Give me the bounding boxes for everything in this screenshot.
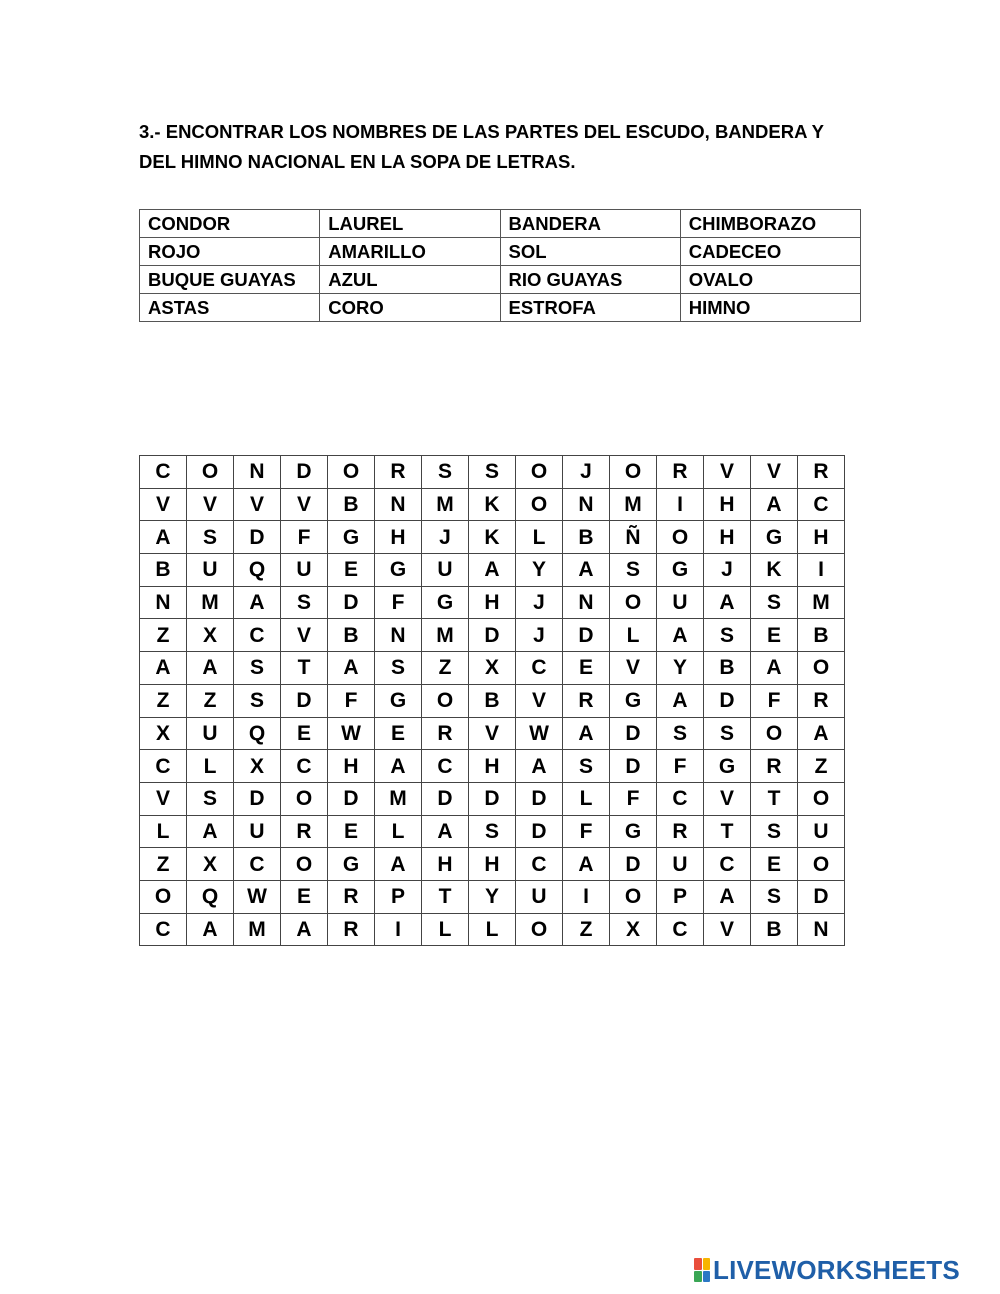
grid-letter-cell[interactable]: A bbox=[704, 586, 751, 619]
word-list-cell: CADECEO bbox=[680, 238, 860, 266]
grid-letter-cell[interactable]: F bbox=[281, 521, 328, 554]
grid-letter-cell[interactable]: T bbox=[751, 782, 798, 815]
grid-letter-cell[interactable]: R bbox=[798, 456, 845, 489]
grid-letter-cell[interactable]: J bbox=[422, 521, 469, 554]
grid-letter-cell[interactable]: H bbox=[469, 586, 516, 619]
grid-letter-cell[interactable]: C bbox=[140, 456, 187, 489]
grid-letter-cell[interactable]: D bbox=[234, 521, 281, 554]
grid-letter-cell[interactable]: F bbox=[328, 684, 375, 717]
grid-letter-cell[interactable]: O bbox=[281, 848, 328, 881]
grid-letter-cell[interactable]: P bbox=[375, 880, 422, 913]
grid-letter-cell[interactable]: T bbox=[422, 880, 469, 913]
grid-row bbox=[140, 815, 845, 848]
grid-letter-cell[interactable]: A bbox=[140, 652, 187, 685]
grid-letter-cell[interactable]: M bbox=[375, 782, 422, 815]
grid-letter-cell[interactable]: Z bbox=[187, 684, 234, 717]
word-list-cell: CONDOR bbox=[140, 210, 320, 238]
grid-letter-cell[interactable]: X bbox=[469, 652, 516, 685]
instruction-line-1: 3.- ENCONTRAR LOS NOMBRES DE LAS PARTES DEL ESCUDO, BANDERA Y bbox=[139, 121, 824, 142]
instruction-text bbox=[139, 117, 859, 177]
grid-letter-cell[interactable]: V bbox=[704, 456, 751, 489]
grid-letter-cell[interactable]: N bbox=[798, 913, 845, 946]
grid-letter-cell[interactable]: D bbox=[328, 782, 375, 815]
grid-letter-cell[interactable]: V bbox=[281, 619, 328, 652]
grid-letter-cell[interactable]: X bbox=[234, 750, 281, 783]
grid-letter-cell[interactable]: D bbox=[516, 782, 563, 815]
grid-letter-cell[interactable]: R bbox=[422, 717, 469, 750]
grid-letter-cell[interactable]: K bbox=[751, 554, 798, 587]
grid-letter-cell[interactable]: O bbox=[281, 782, 328, 815]
grid-letter-cell[interactable]: B bbox=[328, 488, 375, 521]
grid-letter-cell[interactable]: S bbox=[610, 554, 657, 587]
grid-letter-cell[interactable]: R bbox=[563, 684, 610, 717]
grid-letter-cell[interactable]: V bbox=[516, 684, 563, 717]
grid-letter-cell[interactable]: H bbox=[469, 750, 516, 783]
grid-letter-cell[interactable]: D bbox=[798, 880, 845, 913]
grid-letter-cell[interactable]: C bbox=[422, 750, 469, 783]
grid-letter-cell[interactable]: S bbox=[187, 782, 234, 815]
grid-letter-cell[interactable]: S bbox=[751, 880, 798, 913]
grid-letter-cell[interactable]: V bbox=[704, 913, 751, 946]
grid-letter-cell[interactable]: Ñ bbox=[610, 521, 657, 554]
grid-letter-cell[interactable]: W bbox=[328, 717, 375, 750]
grid-letter-cell[interactable]: O bbox=[187, 456, 234, 489]
grid-letter-cell[interactable]: L bbox=[187, 750, 234, 783]
grid-letter-cell[interactable]: U bbox=[657, 848, 704, 881]
word-list-cell: SOL bbox=[500, 238, 680, 266]
grid-letter-cell[interactable]: A bbox=[798, 717, 845, 750]
grid-letter-cell[interactable]: L bbox=[563, 782, 610, 815]
word-list-cell: BANDERA bbox=[500, 210, 680, 238]
grid-letter-cell[interactable]: O bbox=[140, 880, 187, 913]
grid-letter-cell[interactable]: K bbox=[469, 488, 516, 521]
grid-letter-cell[interactable]: S bbox=[657, 717, 704, 750]
word-list-cell: ESTROFA bbox=[500, 294, 680, 322]
grid-letter-cell[interactable]: U bbox=[516, 880, 563, 913]
grid-row bbox=[140, 652, 845, 685]
grid-letter-cell[interactable]: O bbox=[516, 913, 563, 946]
grid-letter-cell[interactable]: D bbox=[469, 619, 516, 652]
grid-letter-cell[interactable]: S bbox=[469, 815, 516, 848]
grid-letter-cell[interactable]: B bbox=[469, 684, 516, 717]
grid-letter-cell[interactable]: O bbox=[798, 782, 845, 815]
grid-letter-cell[interactable]: F bbox=[610, 782, 657, 815]
grid-letter-cell[interactable]: C bbox=[657, 913, 704, 946]
grid-letter-cell[interactable]: Z bbox=[798, 750, 845, 783]
grid-letter-cell[interactable]: N bbox=[375, 619, 422, 652]
grid-letter-cell[interactable]: U bbox=[187, 717, 234, 750]
grid-letter-cell[interactable]: S bbox=[375, 652, 422, 685]
grid-letter-cell[interactable]: C bbox=[140, 750, 187, 783]
grid-letter-cell[interactable]: V bbox=[704, 782, 751, 815]
grid-letter-cell[interactable]: A bbox=[328, 652, 375, 685]
grid-letter-cell[interactable]: P bbox=[657, 880, 704, 913]
grid-letter-cell[interactable]: C bbox=[657, 782, 704, 815]
grid-letter-cell[interactable]: D bbox=[328, 586, 375, 619]
grid-letter-cell[interactable]: A bbox=[563, 554, 610, 587]
grid-letter-cell[interactable]: G bbox=[375, 684, 422, 717]
grid-letter-cell[interactable]: R bbox=[751, 750, 798, 783]
word-list-row bbox=[140, 294, 861, 322]
grid-letter-cell[interactable]: L bbox=[422, 913, 469, 946]
grid-letter-cell[interactable]: D bbox=[610, 848, 657, 881]
grid-letter-cell[interactable]: A bbox=[187, 815, 234, 848]
grid-letter-cell[interactable]: W bbox=[516, 717, 563, 750]
grid-letter-cell[interactable]: N bbox=[375, 488, 422, 521]
word-list-cell: ASTAS bbox=[140, 294, 320, 322]
instruction-line-2: DEL HIMNO NACIONAL EN LA SOPA DE LETRAS. bbox=[139, 151, 576, 172]
grid-letter-cell[interactable]: H bbox=[375, 521, 422, 554]
grid-letter-cell[interactable]: S bbox=[187, 521, 234, 554]
grid-letter-cell[interactable]: A bbox=[563, 717, 610, 750]
word-list-cell: BUQUE GUAYAS bbox=[140, 266, 320, 294]
grid-letter-cell[interactable]: D bbox=[469, 782, 516, 815]
grid-letter-cell[interactable]: S bbox=[704, 619, 751, 652]
grid-letter-cell[interactable]: G bbox=[610, 815, 657, 848]
grid-letter-cell[interactable]: A bbox=[563, 848, 610, 881]
grid-letter-cell[interactable]: Y bbox=[516, 554, 563, 587]
grid-letter-cell[interactable]: D bbox=[422, 782, 469, 815]
grid-letter-cell[interactable]: D bbox=[610, 717, 657, 750]
word-list-row bbox=[140, 238, 861, 266]
grid-letter-cell[interactable]: J bbox=[516, 586, 563, 619]
grid-letter-cell[interactable]: V bbox=[610, 652, 657, 685]
grid-letter-cell[interactable]: U bbox=[281, 554, 328, 587]
grid-letter-cell[interactable]: V bbox=[281, 488, 328, 521]
grid-letter-cell[interactable]: D bbox=[281, 684, 328, 717]
grid-letter-cell[interactable]: A bbox=[234, 586, 281, 619]
grid-row bbox=[140, 750, 845, 783]
grid-letter-cell[interactable]: U bbox=[234, 815, 281, 848]
grid-letter-cell[interactable]: R bbox=[798, 684, 845, 717]
grid-letter-cell[interactable]: A bbox=[375, 848, 422, 881]
grid-letter-cell[interactable]: V bbox=[234, 488, 281, 521]
grid-row bbox=[140, 488, 845, 521]
grid-row bbox=[140, 782, 845, 815]
grid-letter-cell[interactable]: Q bbox=[234, 554, 281, 587]
grid-letter-cell[interactable]: B bbox=[704, 652, 751, 685]
grid-letter-cell[interactable]: T bbox=[704, 815, 751, 848]
grid-letter-cell[interactable]: O bbox=[422, 684, 469, 717]
grid-letter-cell[interactable]: S bbox=[469, 456, 516, 489]
grid-letter-cell[interactable]: N bbox=[563, 586, 610, 619]
grid-letter-cell[interactable]: N bbox=[140, 586, 187, 619]
grid-letter-cell[interactable]: O bbox=[798, 848, 845, 881]
grid-letter-cell[interactable]: L bbox=[469, 913, 516, 946]
grid-letter-cell[interactable]: D bbox=[704, 684, 751, 717]
grid-letter-cell[interactable]: M bbox=[422, 619, 469, 652]
grid-letter-cell[interactable]: E bbox=[328, 554, 375, 587]
liveworksheets-logo-icon bbox=[694, 1258, 710, 1282]
grid-letter-cell[interactable]: I bbox=[798, 554, 845, 587]
brand-text: LIVEWORKSHEETS bbox=[713, 1255, 960, 1285]
grid-letter-cell[interactable]: S bbox=[751, 586, 798, 619]
grid-letter-cell[interactable]: D bbox=[281, 456, 328, 489]
grid-letter-cell[interactable]: E bbox=[751, 848, 798, 881]
grid-letter-cell[interactable]: O bbox=[751, 717, 798, 750]
grid-letter-cell[interactable]: Z bbox=[140, 684, 187, 717]
grid-letter-cell[interactable]: V bbox=[140, 782, 187, 815]
grid-letter-cell[interactable]: A bbox=[751, 488, 798, 521]
grid-letter-cell[interactable]: A bbox=[281, 913, 328, 946]
grid-letter-cell[interactable]: J bbox=[563, 456, 610, 489]
grid-letter-cell[interactable]: I bbox=[563, 880, 610, 913]
grid-letter-cell[interactable]: S bbox=[234, 684, 281, 717]
grid-letter-cell[interactable]: A bbox=[187, 652, 234, 685]
grid-letter-cell[interactable]: Y bbox=[469, 880, 516, 913]
grid-letter-cell[interactable]: U bbox=[187, 554, 234, 587]
grid-row bbox=[140, 521, 845, 554]
grid-letter-cell[interactable]: A bbox=[469, 554, 516, 587]
grid-letter-cell[interactable]: V bbox=[187, 488, 234, 521]
grid-letter-cell[interactable]: M bbox=[610, 488, 657, 521]
grid-letter-cell[interactable]: U bbox=[657, 586, 704, 619]
grid-row bbox=[140, 586, 845, 619]
grid-row bbox=[140, 717, 845, 750]
grid-letter-cell[interactable]: H bbox=[469, 848, 516, 881]
grid-letter-cell[interactable]: G bbox=[751, 521, 798, 554]
grid-letter-cell[interactable]: A bbox=[657, 619, 704, 652]
grid-row bbox=[140, 554, 845, 587]
grid-letter-cell[interactable]: S bbox=[422, 456, 469, 489]
grid-letter-cell[interactable]: C bbox=[704, 848, 751, 881]
grid-letter-cell[interactable]: E bbox=[281, 880, 328, 913]
grid-letter-cell[interactable]: B bbox=[798, 619, 845, 652]
grid-letter-cell[interactable]: E bbox=[281, 717, 328, 750]
grid-letter-cell[interactable]: G bbox=[375, 554, 422, 587]
grid-letter-cell[interactable]: O bbox=[610, 456, 657, 489]
grid-letter-cell[interactable]: A bbox=[375, 750, 422, 783]
grid-letter-cell[interactable]: A bbox=[140, 521, 187, 554]
grid-letter-cell[interactable]: H bbox=[704, 521, 751, 554]
liveworksheets-logo bbox=[694, 1256, 960, 1284]
grid-letter-cell[interactable]: S bbox=[704, 717, 751, 750]
grid-letter-cell[interactable]: D bbox=[516, 815, 563, 848]
grid-letter-cell[interactable]: L bbox=[516, 521, 563, 554]
grid-letter-cell[interactable]: X bbox=[187, 848, 234, 881]
grid-letter-cell[interactable]: B bbox=[563, 521, 610, 554]
grid-letter-cell[interactable]: F bbox=[751, 684, 798, 717]
word-list-cell: OVALO bbox=[680, 266, 860, 294]
word-list-cell: CORO bbox=[320, 294, 500, 322]
grid-letter-cell[interactable]: C bbox=[516, 652, 563, 685]
grid-letter-cell[interactable]: E bbox=[375, 717, 422, 750]
grid-letter-cell[interactable]: A bbox=[657, 684, 704, 717]
grid-letter-cell[interactable]: G bbox=[422, 586, 469, 619]
word-list-cell: AZUL bbox=[320, 266, 500, 294]
grid-letter-cell[interactable]: O bbox=[516, 488, 563, 521]
grid-letter-cell[interactable]: M bbox=[234, 913, 281, 946]
grid-letter-cell[interactable]: C bbox=[140, 913, 187, 946]
grid-letter-cell[interactable]: Z bbox=[140, 619, 187, 652]
grid-letter-cell[interactable]: O bbox=[610, 880, 657, 913]
word-list-cell: RIO GUAYAS bbox=[500, 266, 680, 294]
grid-letter-cell[interactable]: L bbox=[140, 815, 187, 848]
grid-letter-cell[interactable]: B bbox=[140, 554, 187, 587]
grid-letter-cell[interactable]: H bbox=[704, 488, 751, 521]
grid-letter-cell[interactable]: O bbox=[516, 456, 563, 489]
grid-letter-cell[interactable]: S bbox=[234, 652, 281, 685]
grid-letter-cell[interactable]: M bbox=[187, 586, 234, 619]
grid-letter-cell[interactable]: E bbox=[328, 815, 375, 848]
grid-letter-cell[interactable]: S bbox=[751, 815, 798, 848]
grid-letter-cell[interactable]: J bbox=[704, 554, 751, 587]
grid-letter-cell[interactable]: G bbox=[610, 684, 657, 717]
grid-letter-cell[interactable]: V bbox=[140, 488, 187, 521]
grid-letter-cell[interactable]: Q bbox=[187, 880, 234, 913]
grid-letter-cell[interactable]: S bbox=[563, 750, 610, 783]
grid-letter-cell[interactable]: L bbox=[375, 815, 422, 848]
grid-letter-cell[interactable]: C bbox=[281, 750, 328, 783]
grid-row bbox=[140, 684, 845, 717]
grid-letter-cell[interactable]: Z bbox=[563, 913, 610, 946]
grid-letter-cell[interactable]: R bbox=[657, 815, 704, 848]
grid-letter-cell[interactable]: N bbox=[563, 488, 610, 521]
grid-letter-cell[interactable]: R bbox=[328, 913, 375, 946]
grid-letter-cell[interactable]: O bbox=[610, 586, 657, 619]
grid-row bbox=[140, 848, 845, 881]
grid-letter-cell[interactable]: Z bbox=[422, 652, 469, 685]
grid-letter-cell[interactable]: X bbox=[140, 717, 187, 750]
grid-letter-cell[interactable]: I bbox=[657, 488, 704, 521]
grid-letter-cell[interactable]: V bbox=[469, 717, 516, 750]
grid-letter-cell[interactable]: Y bbox=[657, 652, 704, 685]
grid-letter-cell[interactable]: H bbox=[798, 521, 845, 554]
grid-letter-cell[interactable]: G bbox=[328, 521, 375, 554]
word-list-cell: CHIMBORAZO bbox=[680, 210, 860, 238]
grid-letter-cell[interactable]: O bbox=[657, 521, 704, 554]
grid-letter-cell[interactable]: U bbox=[798, 815, 845, 848]
word-search-grid bbox=[139, 455, 845, 946]
grid-letter-cell[interactable]: D bbox=[234, 782, 281, 815]
grid-letter-cell[interactable]: G bbox=[657, 554, 704, 587]
grid-letter-cell[interactable]: I bbox=[375, 913, 422, 946]
grid-letter-cell[interactable]: O bbox=[798, 652, 845, 685]
grid-letter-cell[interactable]: A bbox=[704, 880, 751, 913]
grid-letter-cell[interactable]: A bbox=[422, 815, 469, 848]
grid-letter-cell[interactable]: G bbox=[704, 750, 751, 783]
word-list-row bbox=[140, 210, 861, 238]
grid-letter-cell[interactable]: X bbox=[610, 913, 657, 946]
grid-letter-cell[interactable]: M bbox=[798, 586, 845, 619]
grid-letter-cell[interactable]: R bbox=[328, 880, 375, 913]
grid-letter-cell[interactable]: L bbox=[610, 619, 657, 652]
grid-letter-cell[interactable]: D bbox=[563, 619, 610, 652]
grid-letter-cell[interactable]: F bbox=[657, 750, 704, 783]
grid-letter-cell[interactable]: R bbox=[375, 456, 422, 489]
grid-letter-cell[interactable]: D bbox=[610, 750, 657, 783]
grid-letter-cell[interactable]: C bbox=[234, 619, 281, 652]
grid-letter-cell[interactable]: C bbox=[234, 848, 281, 881]
grid-letter-cell[interactable]: X bbox=[187, 619, 234, 652]
grid-letter-cell[interactable]: Q bbox=[234, 717, 281, 750]
word-list-cell: AMARILLO bbox=[320, 238, 500, 266]
grid-letter-cell[interactable]: V bbox=[751, 456, 798, 489]
grid-letter-cell[interactable]: S bbox=[281, 586, 328, 619]
grid-letter-cell[interactable]: F bbox=[375, 586, 422, 619]
grid-letter-cell[interactable]: T bbox=[281, 652, 328, 685]
grid-letter-cell[interactable]: B bbox=[328, 619, 375, 652]
word-list-row bbox=[140, 266, 861, 294]
word-list-cell: ROJO bbox=[140, 238, 320, 266]
grid-letter-cell[interactable]: A bbox=[516, 750, 563, 783]
word-list-cell: HIMNO bbox=[680, 294, 860, 322]
grid-letter-cell[interactable]: H bbox=[422, 848, 469, 881]
grid-letter-cell[interactable]: R bbox=[657, 456, 704, 489]
grid-letter-cell[interactable]: O bbox=[328, 456, 375, 489]
grid-letter-cell[interactable]: A bbox=[751, 652, 798, 685]
grid-letter-cell[interactable]: E bbox=[751, 619, 798, 652]
grid-letter-cell[interactable]: Z bbox=[140, 848, 187, 881]
grid-row bbox=[140, 456, 845, 489]
word-list-cell: LAUREL bbox=[320, 210, 500, 238]
grid-letter-cell[interactable]: U bbox=[422, 554, 469, 587]
grid-letter-cell[interactable]: C bbox=[798, 488, 845, 521]
grid-letter-cell[interactable]: B bbox=[751, 913, 798, 946]
grid-row bbox=[140, 913, 845, 946]
grid-letter-cell[interactable]: K bbox=[469, 521, 516, 554]
grid-letter-cell[interactable]: W bbox=[234, 880, 281, 913]
grid-letter-cell[interactable]: A bbox=[187, 913, 234, 946]
grid-letter-cell[interactable]: H bbox=[328, 750, 375, 783]
grid-letter-cell[interactable]: C bbox=[516, 848, 563, 881]
grid-letter-cell[interactable]: E bbox=[563, 652, 610, 685]
grid-row bbox=[140, 619, 845, 652]
grid-letter-cell[interactable]: N bbox=[234, 456, 281, 489]
grid-letter-cell[interactable]: R bbox=[281, 815, 328, 848]
grid-letter-cell[interactable]: M bbox=[422, 488, 469, 521]
grid-letter-cell[interactable]: G bbox=[328, 848, 375, 881]
grid-letter-cell[interactable]: F bbox=[563, 815, 610, 848]
grid-letter-cell[interactable]: J bbox=[516, 619, 563, 652]
word-list-table bbox=[139, 209, 861, 322]
grid-row bbox=[140, 880, 845, 913]
